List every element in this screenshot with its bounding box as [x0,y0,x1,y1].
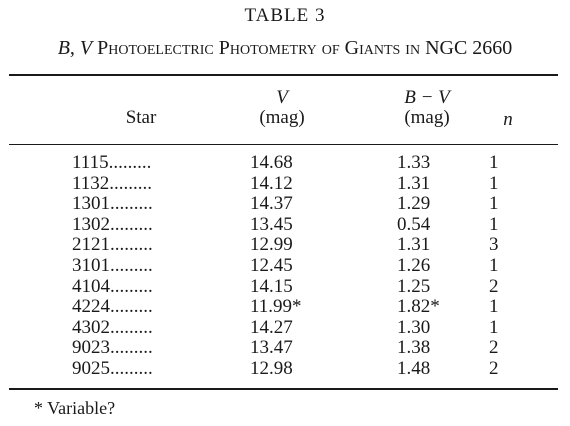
cell-v: 14.68 [250,152,293,173]
cell-n: 1 [489,213,499,235]
bottom-rule [9,388,558,390]
cell-bv: 1.31 [397,234,431,256]
cell-n: 1 [489,172,499,194]
cell-bv: 1.82* [397,296,440,318]
header-bv-symbol: B − V [404,87,450,108]
header-v-unit: (mag) [259,107,305,128]
cell-star: 4104......... [72,275,153,297]
table-row [0,297,570,318]
cell-v: 12.45 [250,254,293,276]
cell-n: 1 [489,152,499,173]
cell-v: 14.27 [250,316,293,338]
header-n: n [503,109,513,130]
cell-star: 1302......... [72,213,153,235]
table-body [0,153,570,380]
table-row [0,194,570,215]
cell-star: 9025......... [72,357,153,379]
cell-v: 13.45 [250,213,293,235]
cell-bv: 1.38 [397,337,431,359]
cell-star: 9023......... [72,337,153,359]
cell-bv: 1.25 [397,275,431,297]
cell-star: 4302......... [72,316,153,338]
cell-n: 2 [489,275,499,297]
header-v-symbol: V [276,87,288,108]
cell-star: 2121......... [72,234,153,256]
cell-n: 2 [489,337,499,359]
cell-v: 12.99 [250,234,293,256]
subtitle-sep: , [69,37,80,59]
cell-n: 1 [489,296,499,318]
header-star: Star [125,107,157,128]
header-rule [9,144,558,145]
subtitle-b: B [57,37,70,59]
table-row [0,215,570,236]
table-subtitle [0,37,570,60]
cell-n: 1 [489,254,499,276]
cell-star: 1301......... [72,193,153,215]
cell-bv: 1.29 [397,193,431,215]
cell-v: 14.37 [250,193,293,215]
subtitle-text: Photoelectric Photometry of Giants in NGC 2660 [92,37,513,59]
top-rule [9,74,558,76]
table-row [0,235,570,256]
cell-bv: 0.54 [397,213,431,235]
table-row [0,153,570,174]
header-v [232,88,332,128]
cell-star: 4224......... [72,296,153,318]
cell-star: 3101......... [72,254,153,276]
cell-bv: 1.48 [397,357,431,379]
cell-v: 13.47 [250,337,293,359]
cell-n: 1 [489,193,499,215]
header-bv [372,88,482,128]
subtitle-v: V [79,37,93,59]
table-row [0,174,570,195]
table-row [0,359,570,380]
table-row [0,256,570,277]
cell-bv: 1.30 [397,316,431,338]
cell-v: 14.12 [250,172,293,194]
cell-n: 1 [489,316,499,338]
cell-v: 11.99* [250,296,302,318]
table-row [0,277,570,298]
cell-v: 12.98 [250,357,293,379]
table-row [0,338,570,359]
cell-bv: 1.33 [397,152,431,173]
cell-v: 14.15 [250,275,293,297]
cell-n: 2 [489,357,499,379]
header-bv-unit: (mag) [404,107,450,128]
cell-bv: 1.31 [397,172,431,194]
table-title: TABLE 3 [244,5,326,26]
cell-star: 1115......... [72,152,152,173]
table-row [0,318,570,339]
cell-star: 1132......... [72,172,153,194]
cell-n: 3 [489,234,499,256]
footnote: * Variable? [34,398,116,418]
cell-bv: 1.26 [397,254,431,276]
